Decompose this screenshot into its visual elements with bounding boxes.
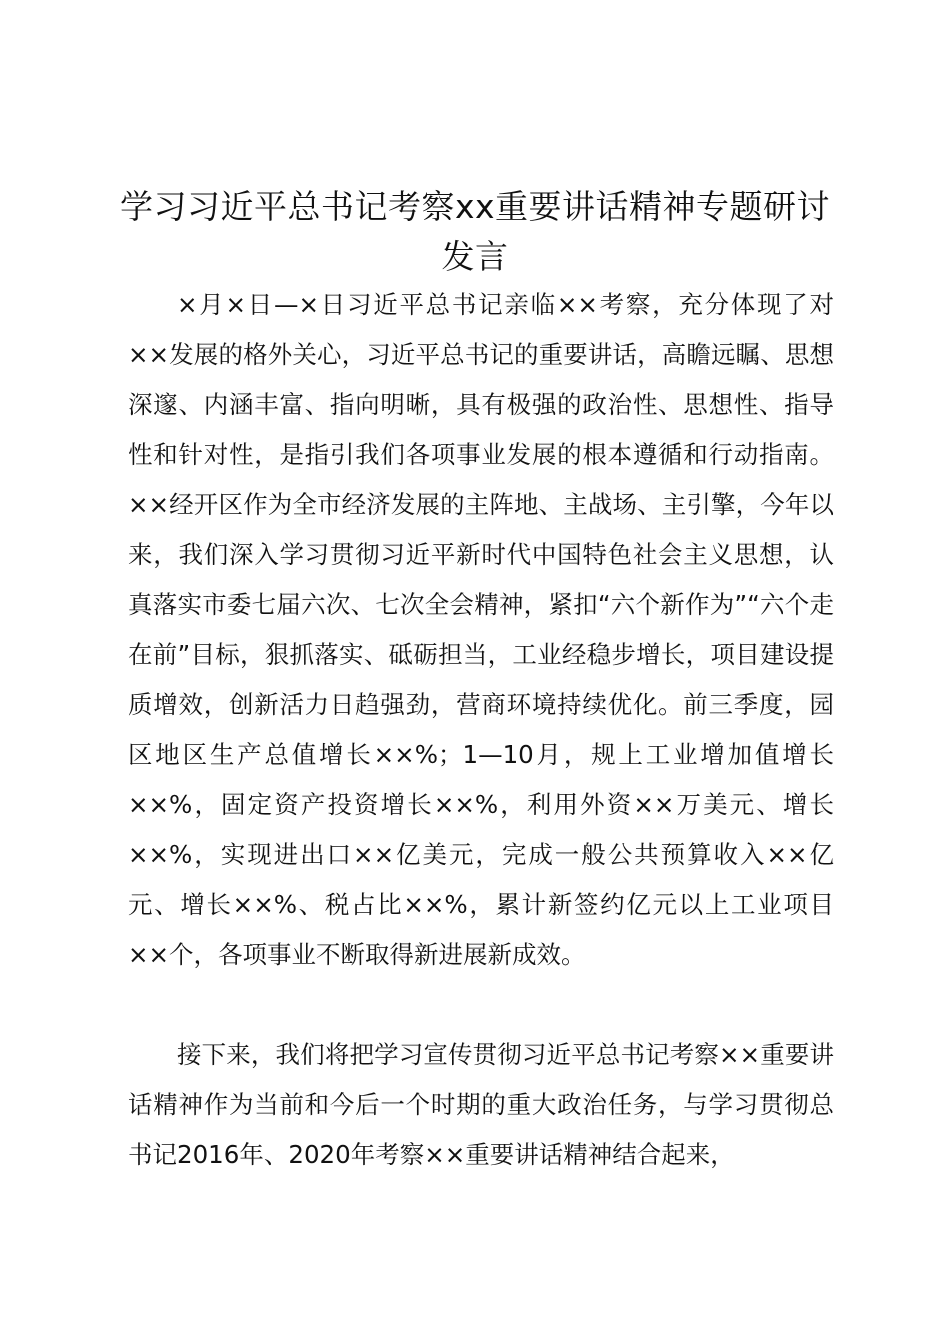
paragraph-2: 接下来，我们将把学习宣传贯彻习近平总书记考察××重要讲话精神作为当前和今后一个时期的重大政治任务，与学习贯彻总书记2016年、2020年考察××重要讲话精神结合起来，	[128, 1040, 834, 1169]
document-title: 学习习近平总书记考察xx重要讲话精神专题研讨发言	[119, 187, 831, 276]
paragraph-1: ×月×日—×日习近平总书记亲临××考察，充分体现了对××发展的格外关心，习近平总书记的重要讲话，高瞻远瞩、思想深邃、内涵丰富、指向明晰，具有极强的政治性、思想性、指导性和针对性，是指引我们各项事业发展的根本遵循和行动指南。××经开区作为全市经济发展的主阵地、主战场、主引擎，今年以来，我们深入学习贯彻习近平新时代中国特色社会主义思想，认真落实市委七届六次、七次全会精神，紧扣“六个新作为”“六个走在前”目标，狠抓落实、砥砺担当，工业经稳步增长，项目建设提质增效，创新活力日趋强劲，营商环境持续优化。前三季度，园区地区生产总值增长××%；1—10月，规上工业增加值增长××%，固定资产投资增长××%，利用外资××万美元、增长××%，实现进出口××亿美元，完成一般公共预算收入××亿元、增长××%、税占比××%，累计新签约亿元以上工业项目××个，各项事业不断取得新进展新成效。	[128, 290, 834, 969]
